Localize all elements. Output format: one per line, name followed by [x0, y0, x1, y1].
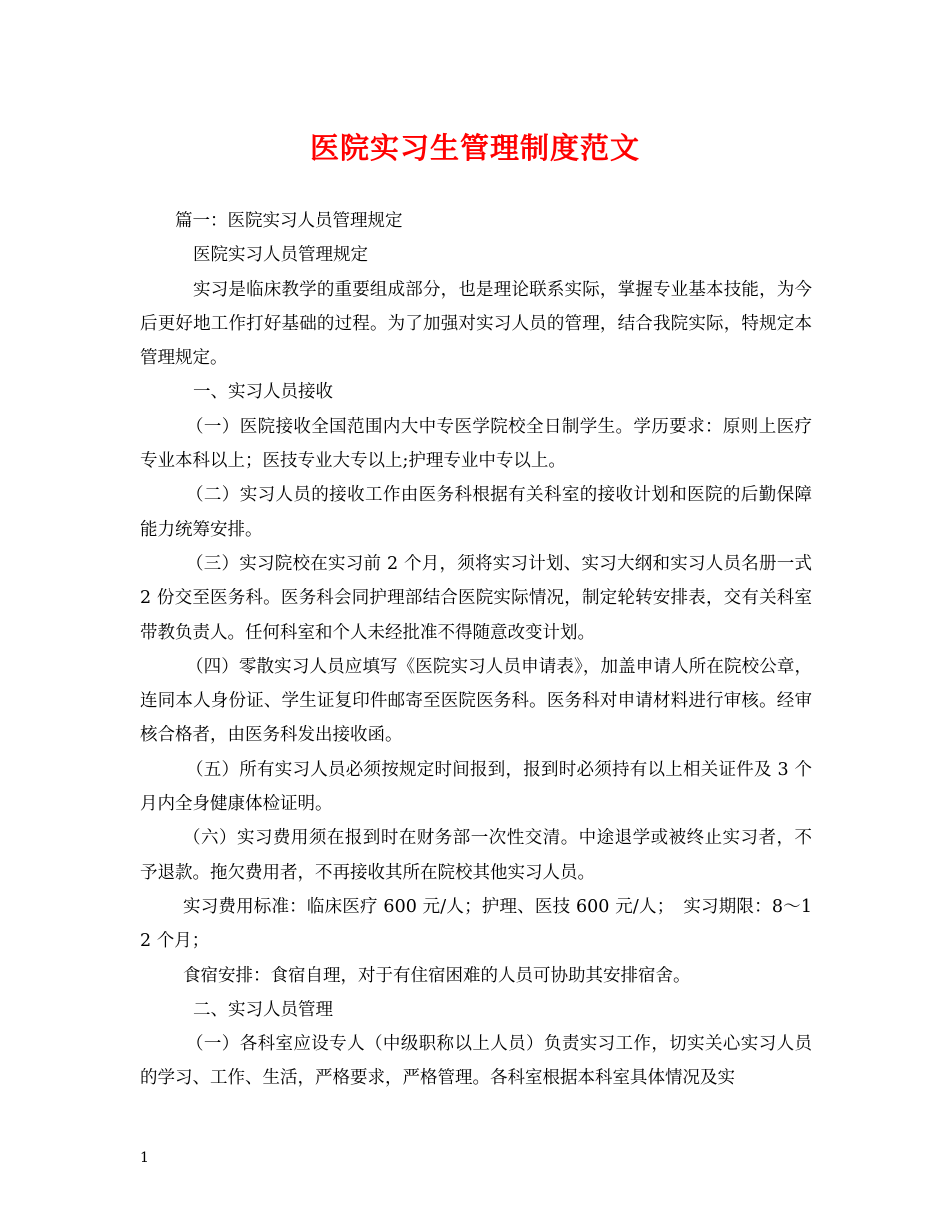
- paragraph: （二）实习人员的接收工作由医务科根据有关科室的接收计划和医院的后勤保障能力统筹安排。: [140, 485, 812, 540]
- document-body: [140, 204, 812, 1096]
- paragraph: （一）各科室应设专人（中级职称以上人员）负责实习工作，切实关心实习人员的学习、工作、生活，严格要求，严格管理。各科室根据本科室具体情况及实: [140, 1034, 812, 1089]
- document-title: 医院实习生管理制度范文: [309, 131, 640, 165]
- subtitle: 医院实习人员管理规定: [193, 245, 368, 266]
- paragraph: 食宿安排：食宿自理，对于有住宿困难的人员可协助其安排宿舍。: [183, 965, 691, 986]
- section-heading: 二、实习人员管理: [193, 999, 333, 1020]
- paragraph: （三）实习院校在实习前 2 个月，须将实习计划、实习大纲和实习人员名册一式 2 份交至医务科。医务科会同护理部结合医院实际情况，制定轮转安排表，交有关科室带教负责人。任何科室和个人未经批准不得随意改变计划。: [140, 553, 812, 643]
- paragraph: 实习费用标准：临床医疗 600 元/人；护理、医技 600 元/人； 实习期限：8～12 个月；: [140, 896, 812, 952]
- paragraph: （一）医院接收全国范围内大中专医学院校全日制学生。学历要求：原则上医疗专业本科以上；医技专业大专以上;护理专业中专以上。: [140, 416, 812, 472]
- section-heading: 一、实习人员接收: [193, 382, 333, 403]
- section-heading: 篇一：医院实习人员管理规定: [175, 211, 403, 231]
- paragraph: 实习是临床教学的重要组成部分，也是理论联系实际，掌握专业基本技能，为今后更好地工作打好基础的过程。为了加强对实习人员的管理，结合我院实际，特规定本管理规定。: [140, 279, 812, 369]
- page-number: 1: [140, 1150, 149, 1166]
- paragraph: （五）所有实习人员必须按规定时间报到，报到时必须持有以上相关证件及 3 个月内全身健康体检证明。: [140, 759, 812, 815]
- paragraph: （六）实习费用须在报到时在财务部一次性交清。中途退学或被终止实习者，不予退款。拖欠费用者，不再接收其所在院校其他实习人员。: [140, 828, 812, 883]
- paragraph: （四）零散实习人员应填写《医院实习人员申请表》，加盖申请人所在院校公章，连同本人身份证、学生证复印件邮寄至医院医务科。医务科对申请材料进行审核。经审核合格者，由医务科发出接收函。: [140, 656, 812, 746]
